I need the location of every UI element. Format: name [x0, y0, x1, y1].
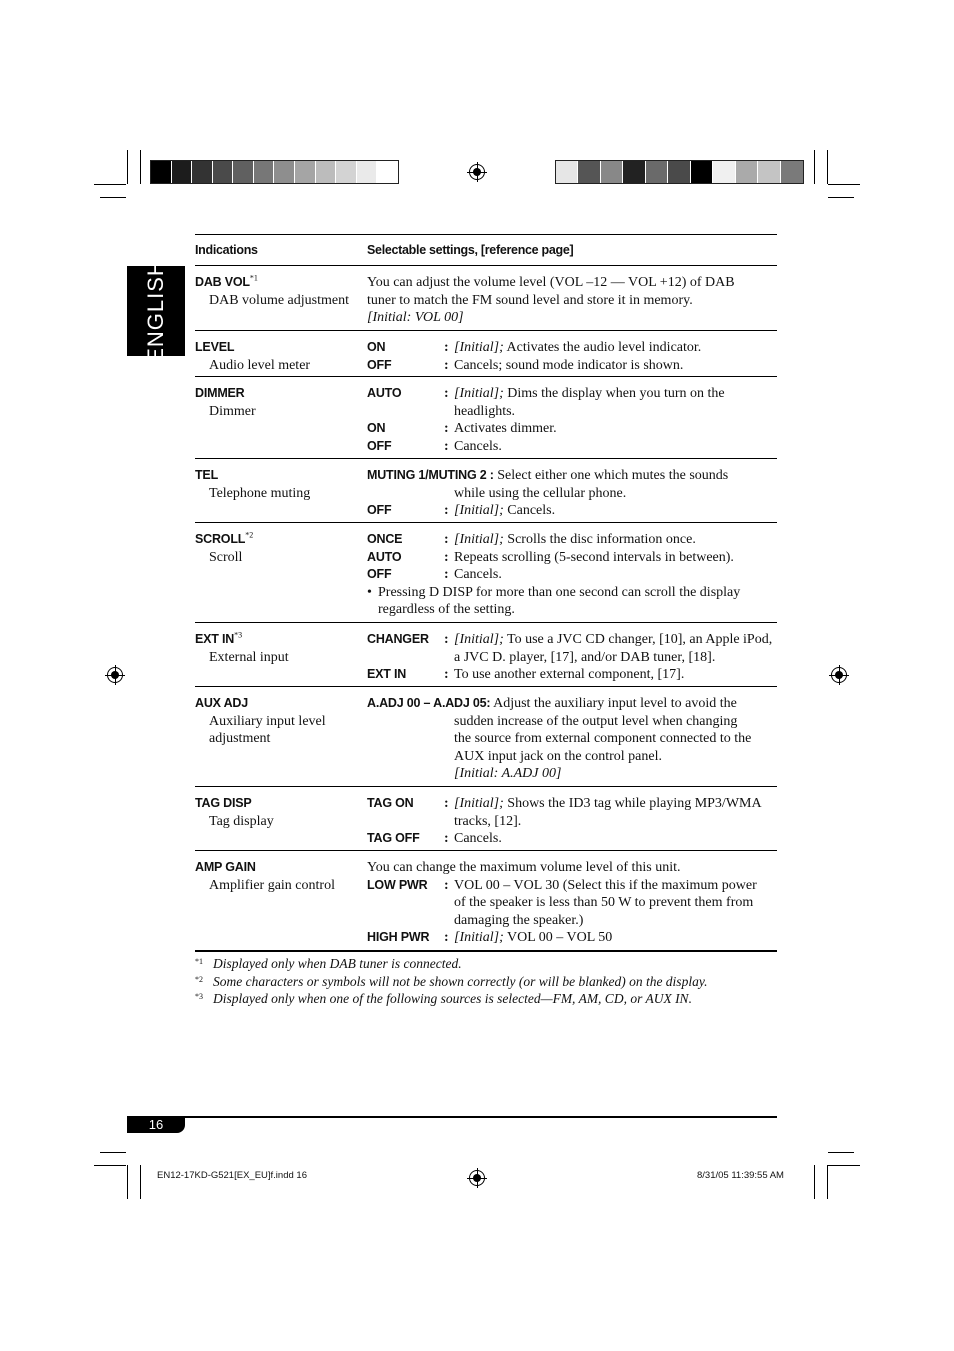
option-text: Dims the display when you turn on the	[503, 386, 725, 401]
option-key: CHANGER	[367, 632, 429, 646]
option-key: HIGH PWR	[367, 930, 430, 945]
footnote-text: Displayed only when one of the following sources is selected—FM, AM, CD, or AUX IN.	[213, 991, 692, 1007]
crop-mark	[127, 150, 128, 184]
color-swatch	[316, 161, 337, 183]
table-row	[195, 266, 777, 331]
footnote-ref: *3	[234, 630, 243, 640]
option-key: ON	[367, 421, 386, 436]
color-calibration-bar-left	[150, 160, 399, 184]
option-text: while using the cellular phone.	[454, 485, 627, 501]
language-tab	[127, 259, 185, 363]
color-swatch	[172, 161, 193, 183]
setting-desc: Amplifier gain control	[209, 877, 335, 893]
option-key: EXT IN	[367, 667, 407, 682]
option-colon: :	[444, 796, 449, 811]
setting-desc: Tag display	[209, 813, 274, 829]
color-swatch	[691, 161, 713, 183]
color-swatch	[781, 161, 803, 183]
option-initial: [Initial];	[454, 503, 504, 519]
option-initial: [Initial];	[454, 532, 504, 547]
option-initial: [Initial];	[454, 796, 504, 811]
color-swatch	[357, 161, 378, 183]
setting-desc: Audio level meter	[209, 357, 311, 373]
option-key: A.ADJ 00 – A.ADJ 05:	[367, 696, 491, 710]
option-key: OFF	[367, 503, 392, 518]
setting-name: AUX ADJ	[195, 696, 249, 710]
color-swatch	[233, 161, 254, 183]
setting-text: tuner to match the FM sound level and store it in memory.	[367, 292, 693, 308]
setting-name: SCROLL	[195, 532, 246, 546]
option-text: Cancels.	[454, 831, 502, 847]
color-swatch	[151, 161, 172, 183]
option-key: ON	[367, 340, 386, 354]
crop-mark	[814, 150, 815, 184]
option-text: AUX input jack on the control panel.	[454, 748, 663, 764]
option-text: Activates dimmer.	[454, 421, 557, 437]
option-colon: :	[444, 532, 449, 547]
option-initial: [Initial];	[454, 632, 504, 647]
table-row	[195, 687, 777, 787]
option-text: of the speaker is less than 50 W to prevent them from	[454, 895, 754, 911]
color-swatch	[254, 161, 275, 183]
option-key: AUTO	[367, 549, 402, 564]
setting-name: LEVEL	[195, 340, 235, 354]
color-swatch	[646, 161, 668, 183]
slug-timestamp: 8/31/05 11:39:55 AM	[697, 1170, 784, 1181]
option-colon: :	[444, 357, 449, 373]
color-swatch	[336, 161, 357, 183]
bullet-text: Pressing D DISP for more than one second can scroll the display	[378, 584, 741, 600]
setting-name: EXT IN	[195, 632, 235, 646]
color-swatch	[668, 161, 690, 183]
option-colon: :	[444, 877, 449, 893]
option-key: TAG ON	[367, 796, 414, 810]
crop-mark	[94, 184, 126, 185]
color-swatch	[758, 161, 780, 183]
crop-mark	[827, 1165, 828, 1199]
option-colon: :	[444, 667, 449, 683]
table-row	[195, 459, 777, 523]
table-row	[195, 523, 777, 623]
setting-name: AMP GAIN	[195, 860, 256, 874]
setting-desc: External input	[209, 649, 289, 665]
table-row	[195, 623, 777, 687]
option-text: VOL 00 – VOL 50	[503, 930, 613, 946]
color-swatch	[274, 161, 295, 183]
table-row	[195, 331, 777, 377]
setting-desc: Dimmer	[209, 403, 256, 419]
option-text: the source from external component connected to the	[454, 731, 752, 747]
registration-mark-icon	[831, 667, 847, 683]
option-text: Repeats scrolling (5-second intervals in between).	[454, 549, 734, 565]
color-swatch	[736, 161, 758, 183]
color-swatch	[295, 161, 316, 183]
option-key: ONCE	[367, 532, 403, 546]
footnote-ref: *2	[245, 530, 254, 540]
language-tab-label: ENGLISH	[143, 259, 168, 363]
registration-mark-icon	[469, 1170, 485, 1186]
crop-mark	[814, 1165, 815, 1199]
setting-name: DIMMER	[195, 386, 245, 400]
color-swatch	[192, 161, 213, 183]
bullet-note	[367, 584, 777, 619]
color-swatch	[556, 161, 578, 183]
footnote: *2 Some characters or symbols will not be shown correctly (or will be blanked) on the display.	[195, 973, 708, 989]
footnotes	[195, 955, 795, 1008]
setting-desc: Auxiliary input level	[209, 713, 326, 729]
option-key: AUTO	[367, 386, 402, 400]
option-text: a JVC D. player, [17], and/or DAB tuner, [18].	[454, 649, 716, 665]
option-text: tracks, [12].	[454, 813, 522, 829]
option-text: Scrolls the disc information once.	[503, 532, 696, 547]
option-text: Cancels.	[454, 438, 502, 454]
crop-mark	[828, 184, 860, 185]
setting-desc: Scroll	[209, 549, 243, 565]
crop-mark	[127, 1165, 128, 1199]
crop-mark	[828, 1152, 854, 1153]
option-initial: [Initial: A.ADJ 00]	[454, 766, 562, 782]
option-text: To use another external component, [17].	[454, 667, 685, 683]
settings-table	[195, 234, 777, 952]
option-text: headlights.	[454, 403, 516, 419]
color-swatch	[213, 161, 234, 183]
option-initial: [Initial];	[454, 340, 504, 355]
color-swatch	[377, 161, 398, 183]
option-key: LOW PWR	[367, 877, 428, 892]
option-colon: :	[444, 340, 449, 355]
setting-initial: [Initial: VOL 00]	[367, 310, 464, 326]
setting-desc: Telephone muting	[209, 485, 311, 501]
option-text: VOL 00 – VOL 30 (Select this if the maximum power	[454, 877, 757, 893]
table-header	[195, 235, 777, 266]
option-initial: [Initial];	[454, 930, 504, 946]
option-colon: :	[444, 549, 449, 565]
option-colon: :	[444, 930, 449, 946]
option-colon: :	[444, 421, 449, 437]
option-text: Cancels.	[454, 567, 502, 583]
option-text: Adjust the auxiliary input level to avoid the	[490, 696, 737, 711]
table-row	[195, 787, 777, 851]
option-text: To use a JVC CD changer, [10], an Apple iPod,	[503, 632, 773, 647]
option-text: Cancels.	[503, 503, 556, 519]
crop-mark	[140, 1165, 141, 1199]
option-key: MUTING 1/MUTING 2 :	[367, 468, 494, 482]
color-swatch	[623, 161, 645, 183]
option-text: damaging the speaker.)	[454, 912, 584, 928]
option-key: OFF	[367, 357, 392, 372]
crop-mark	[827, 150, 828, 184]
footnote-text: Displayed only when DAB tuner is connected.	[213, 956, 462, 971]
setting-text: You can change the maximum volume level of this unit.	[367, 860, 681, 875]
footer-rule	[127, 1116, 777, 1118]
option-colon: :	[444, 831, 449, 847]
header-indications: Indications	[195, 243, 258, 257]
crop-mark	[100, 1152, 126, 1153]
table-row	[195, 851, 777, 952]
option-text: Cancels; sound mode indicator is shown.	[454, 357, 684, 373]
footnote: *3 Displayed only when one of the following sources is selected—FM, AM, CD, or AUX IN.	[195, 991, 692, 1007]
setting-name: DAB VOL	[195, 275, 250, 289]
setting-desc: adjustment	[209, 731, 271, 747]
setting-text: You can adjust the volume level (VOL –12 — VOL +12) of DAB	[367, 275, 735, 290]
header-settings: Selectable settings, [reference page]	[367, 243, 574, 257]
crop-mark	[100, 197, 126, 198]
option-colon: :	[444, 567, 449, 583]
option-colon: :	[444, 632, 449, 647]
color-swatch	[578, 161, 600, 183]
option-colon: :	[444, 438, 449, 454]
registration-mark-icon	[107, 667, 123, 683]
option-text: Select either one which mutes the sounds	[493, 468, 729, 483]
option-key: TAG OFF	[367, 831, 420, 846]
option-text: Activates the audio level indicator.	[503, 340, 702, 355]
page-number: 16	[127, 1117, 185, 1133]
setting-name: TAG DISP	[195, 796, 252, 810]
option-text: Shows the ID3 tag while playing MP3/WMA	[503, 796, 762, 811]
bullet-text: regardless of the setting.	[378, 602, 515, 618]
option-colon: :	[444, 503, 449, 519]
table-row	[195, 377, 777, 459]
registration-mark-icon	[469, 164, 485, 180]
setting-desc: DAB volume adjustment	[209, 292, 349, 308]
option-colon: :	[444, 386, 449, 401]
setting-name: TEL	[195, 468, 219, 482]
footnote-ref: *1	[249, 273, 258, 283]
option-key: OFF	[367, 567, 392, 582]
footnote-text: Some characters or symbols will not be shown correctly (or will be blanked) on the display.	[213, 973, 708, 989]
footnote: *1 Displayed only when DAB tuner is connected.	[195, 956, 462, 971]
crop-mark	[828, 1165, 860, 1166]
option-initial: [Initial];	[454, 386, 504, 401]
slug-file-info: EN12-17KD-G521[EX_EU]f.indd 16	[157, 1170, 307, 1181]
option-text: sudden increase of the output level when changing	[454, 713, 738, 729]
crop-mark	[140, 150, 141, 184]
color-swatch	[713, 161, 735, 183]
color-swatch	[601, 161, 623, 183]
crop-mark	[94, 1165, 126, 1166]
crop-mark	[828, 197, 854, 198]
option-key: OFF	[367, 438, 392, 453]
color-calibration-bar-right	[555, 160, 804, 184]
